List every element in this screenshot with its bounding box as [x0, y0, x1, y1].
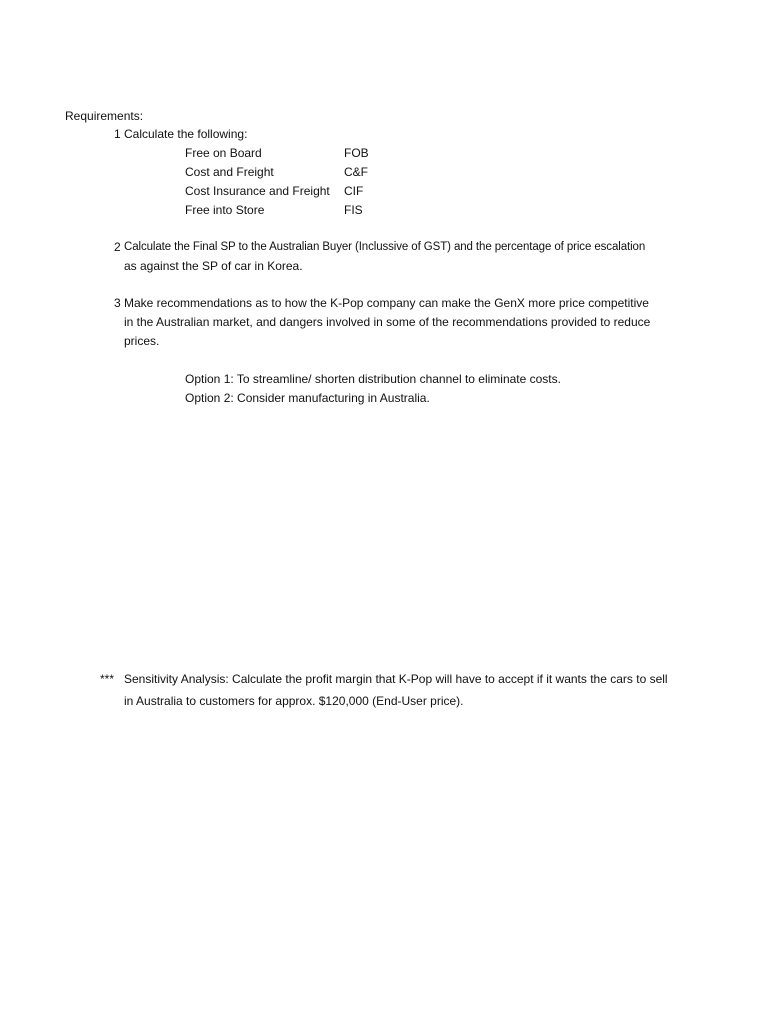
sensitivity-line2: in Australia to customers for approx. $120,000 (End-User price). [124, 694, 464, 708]
req3-line1: Make recommendations as to how the K-Pop company can make the GenX more price competitive [124, 296, 649, 310]
req3-line2: in the Australian market, and dangers involved in some of the recommendations provided to reduce [124, 315, 651, 329]
abbr-cif: CIF [344, 184, 364, 198]
req1-text: Calculate the following: [124, 127, 248, 141]
requirements-heading: Requirements: [65, 109, 144, 123]
abbr-fob: FOB [344, 146, 369, 160]
req3-number: 3 [114, 296, 121, 310]
req1-number: 1 [114, 127, 121, 141]
req2-line2: as against the SP of car in Korea. [124, 259, 303, 273]
sensitivity-line1: Sensitivity Analysis: Calculate the profit margin that K-Pop will have to accept if it wants the cars to sell [124, 672, 668, 686]
option-2: Option 2: Consider manufacturing in Australia. [185, 391, 430, 405]
term-cf: Cost and Freight [185, 165, 274, 179]
term-fis: Free into Store [185, 203, 265, 217]
term-cif: Cost Insurance and Freight [185, 184, 330, 198]
sensitivity-marker: *** [100, 672, 115, 686]
req2-number: 2 [114, 240, 121, 254]
abbr-cf: C&F [344, 165, 368, 179]
req2-line1: Calculate the Final SP to the Australian Buyer (Inclussive of GST) and the percentage of price escalation [124, 241, 646, 253]
term-fob: Free on Board [185, 146, 262, 160]
req3-line3: prices. [124, 334, 160, 348]
option-1: Option 1: To streamline/ shorten distribution channel to eliminate costs. [185, 372, 561, 386]
abbr-fis: FIS [344, 203, 363, 217]
